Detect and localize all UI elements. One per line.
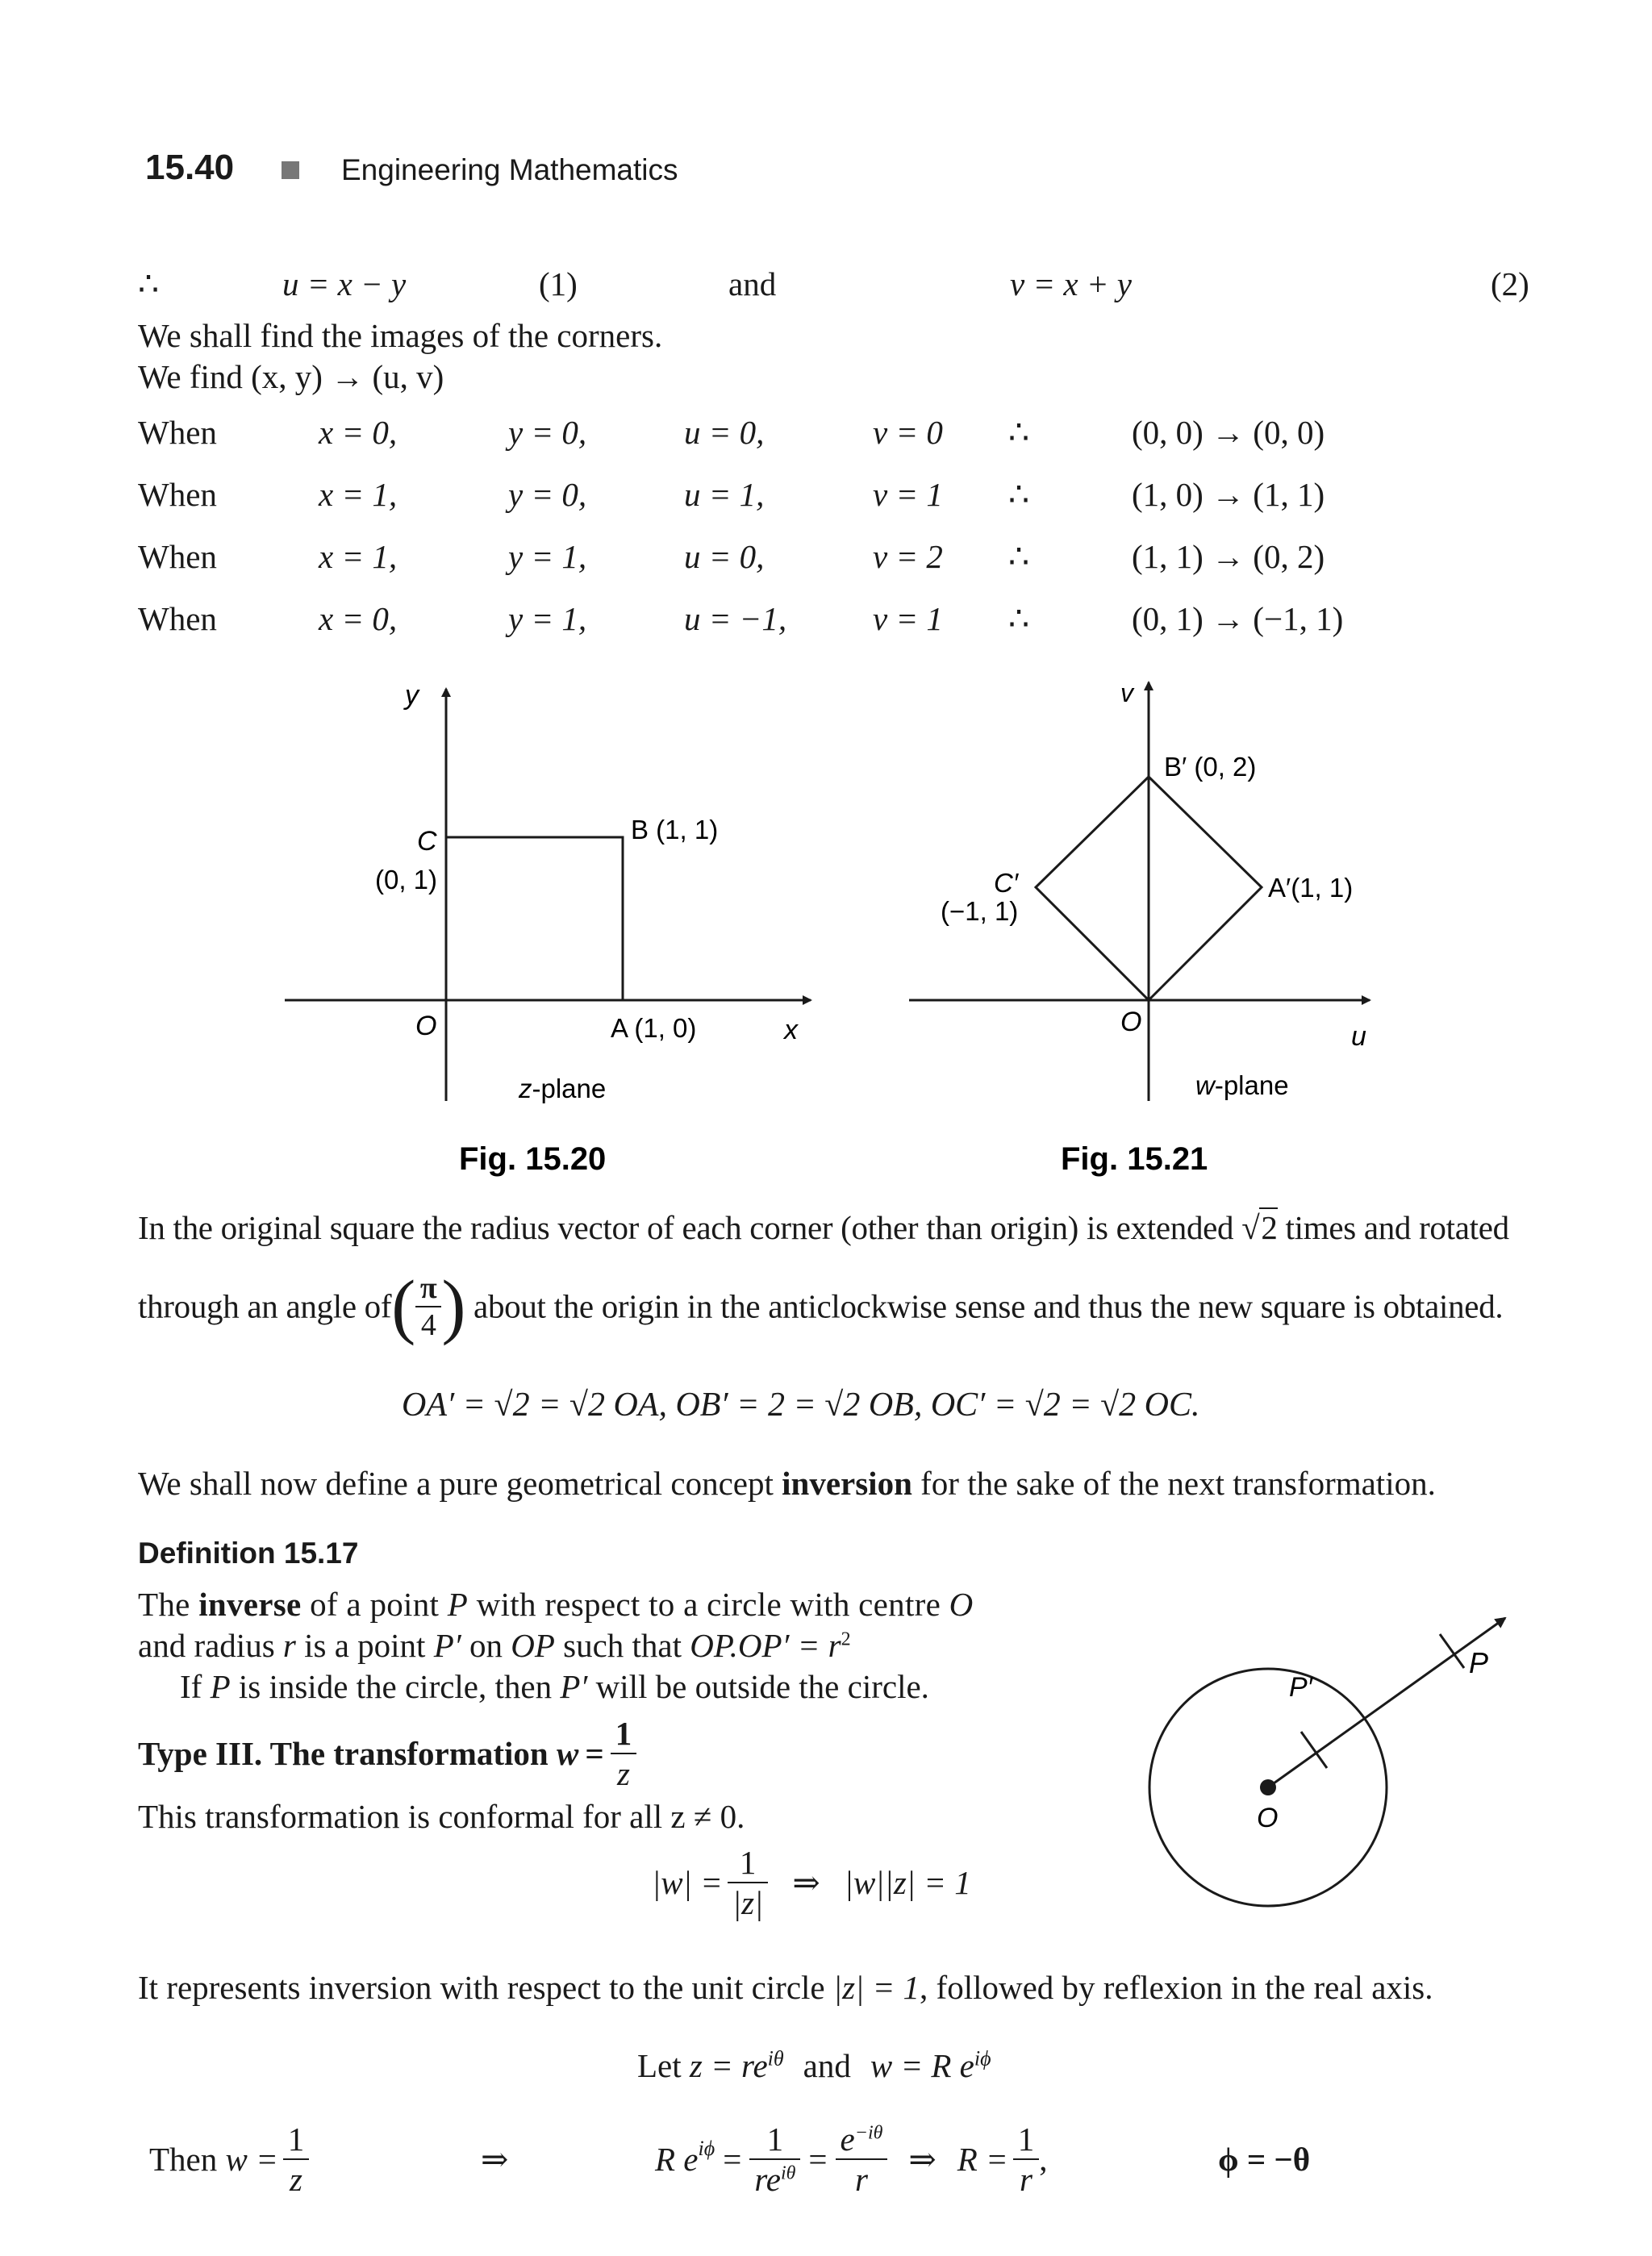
paragraph-rotation [138,1265,1503,1348]
w-C-coord: (−1, 1) [941,896,1019,926]
conformal-text: This transformation is conformal for all z ≠ 0. [138,1798,745,1835]
definition-line-3: If P is inside the circle, then P′ will be outside the circle. [180,1668,929,1705]
corner-v: v = 1 [873,476,943,513]
z-origin-label: O [415,1011,437,1041]
w-v-label: v [1120,678,1133,707]
w-C-label: C′ [994,868,1019,898]
definition-heading: Definition 15.17 [138,1537,359,1570]
angle-numerator: π [415,1270,442,1307]
w-u-label: u [1351,1021,1366,1052]
z-x-label: x [784,1015,798,1045]
sqrt-radicand: 2 [1261,1209,1278,1246]
para2-text-b: for the sake of the next transformation. [912,1465,1436,1502]
para1-text-b: times and rotated [1277,1209,1509,1246]
P-label: P [1469,1646,1489,1679]
corner-x: x = 1, [319,538,398,575]
z-square [446,837,623,1000]
page-number: 15.40 [145,148,235,187]
corner-when: When [138,600,217,637]
corner-u: u = 1, [684,476,765,513]
centre-O-dot [1260,1779,1276,1795]
paragraph-reflexion: It represents inversion with respect to the unit circle |z| = 1, followed by reflexion in the real axis. [138,1969,1433,2006]
inversion-circle-figure [1129,1565,1533,1952]
equation-v: v = x + y [1010,265,1132,302]
fig-15-20 [285,680,811,1177]
P-prime-label: P′ [1289,1672,1313,1703]
corner-u: u = 0, [684,538,765,575]
paragraph-inversion [138,1464,1436,1503]
corner-when: When [138,414,217,451]
corner-therefore: ∴ [1008,600,1030,637]
para1-text-d: about the origin in the anticlockwise sense and thus the new square is obtained. [465,1287,1504,1325]
z-y-label: y [405,680,419,711]
sqrt-symbol: √ [1241,1209,1260,1246]
implies-1: ⇒ [481,2141,509,2178]
w-A-label: A′(1, 1) [1268,873,1354,903]
corner-v: v = 2 [873,538,943,575]
corner-therefore: ∴ [1008,538,1030,575]
corner-therefore: ∴ [1008,476,1030,513]
then-line-rhs: R $e^{i\phi}$ = $\frac{1}{re^{i\theta}}$ = $\frac{e^{-i\theta}}{r}$ ⇒ R = $\frac{1}{r}$ , [655,2120,1048,2198]
corner-x: x = 0, [319,600,398,637]
z-C-label: C [417,826,437,857]
z-B-label: B (1, 1) [631,815,719,844]
corner-when: When [138,538,217,575]
and-text: and [728,265,777,302]
corner-v: v = 1 [873,600,943,637]
P-prime-tick [1301,1732,1327,1768]
inversion-term: inversion [782,1465,912,1502]
para2-text-a: We shall now define a pure geometrical concept [138,1465,782,1502]
modulus-equation: |w| = $\frac{1}{|z|}$ ⇒ |w||z| = 1 [652,1844,971,1921]
corner-y: y = 1, [508,600,587,637]
z-A-label: A (1, 0) [611,1013,697,1043]
corner-y: y = 1, [508,538,587,575]
corner-x: x = 0, [319,414,398,451]
corner-x: x = 1, [319,476,398,513]
therefore-symbol: ∴ [138,265,160,302]
right-paren: ) [441,1266,466,1346]
fig-15-20-caption: Fig. 15.20 [459,1141,607,1177]
definition-line-1: The inverse of a point P with respect to a circle with centre O [138,1586,974,1623]
then-line: Then w = $\frac{1}{z}$ [149,2120,309,2199]
z-plane-label: z-plane [519,1074,607,1103]
para1-text-a: In the original square the radius vector of each corner (other than origin) is extended [138,1209,1242,1246]
corner-mapping: (0, 1) → (−1, 1) [1132,600,1344,637]
para1-text-c: through an angle of [138,1287,392,1325]
type-iii-fraction: $\frac{1}{z}$ [611,1714,637,1793]
fig-15-21-caption: Fig. 15.21 [1061,1141,1208,1177]
corner-v: v = 0 [873,414,943,451]
corner-y: y = 0, [508,476,587,513]
w-plane-label: w-plane [1195,1070,1289,1100]
corner-mapping: (1, 0) → (1, 1) [1132,476,1325,513]
left-paren: ( [391,1266,415,1346]
z-C-coord: (0, 1) [375,865,438,894]
corner-y: y = 0, [508,414,587,451]
fig-15-21 [909,678,1370,1177]
type-iii-heading: Type III. The transformation w = $\frac{1}{z}$ [138,1714,636,1793]
definition-line-2: and radius r is a point P′ on OP such that $OP.OP' = r^2$ [138,1627,851,1664]
let-line: Let $z = re^{i\theta}$ and w = R $e^{i\phi}$ [637,2046,991,2084]
corner-mapping: (0, 0) → (0, 0) [1132,414,1325,451]
phi-equation: ϕ = −θ [1218,2141,1311,2178]
oa-equation: OA′ = √2 = √2 OA, OB′ = 2 = √2 OB, OC′ = √2 = √2 OC. [402,1387,1200,1424]
book-title: Engineering Mathematics [341,153,678,186]
ray-OP [1268,1618,1505,1787]
corner-u: u = 0, [684,414,765,451]
paragraph-radius-vector [138,1208,1509,1247]
corner-when: When [138,476,217,513]
angle-fraction [415,1270,442,1343]
corner-u: u = −1, [684,600,787,637]
corner-therefore: ∴ [1008,414,1030,451]
w-origin-label: O [1120,1007,1142,1037]
w-B-label: B′ (0, 2) [1164,752,1257,782]
equation-label-2: (2) [1491,265,1529,302]
intro-line-1: We shall find the images of the corners. [138,317,663,354]
intro-line-2: We find (x, y) → (u, v) [138,358,444,395]
O-label: O [1257,1803,1279,1833]
angle-denominator: 4 [420,1307,436,1342]
equation-u: u = x − y [282,265,407,302]
corner-mapping: (1, 1) → (0, 2) [1132,538,1325,575]
equation-label-1: (1) [539,265,578,302]
